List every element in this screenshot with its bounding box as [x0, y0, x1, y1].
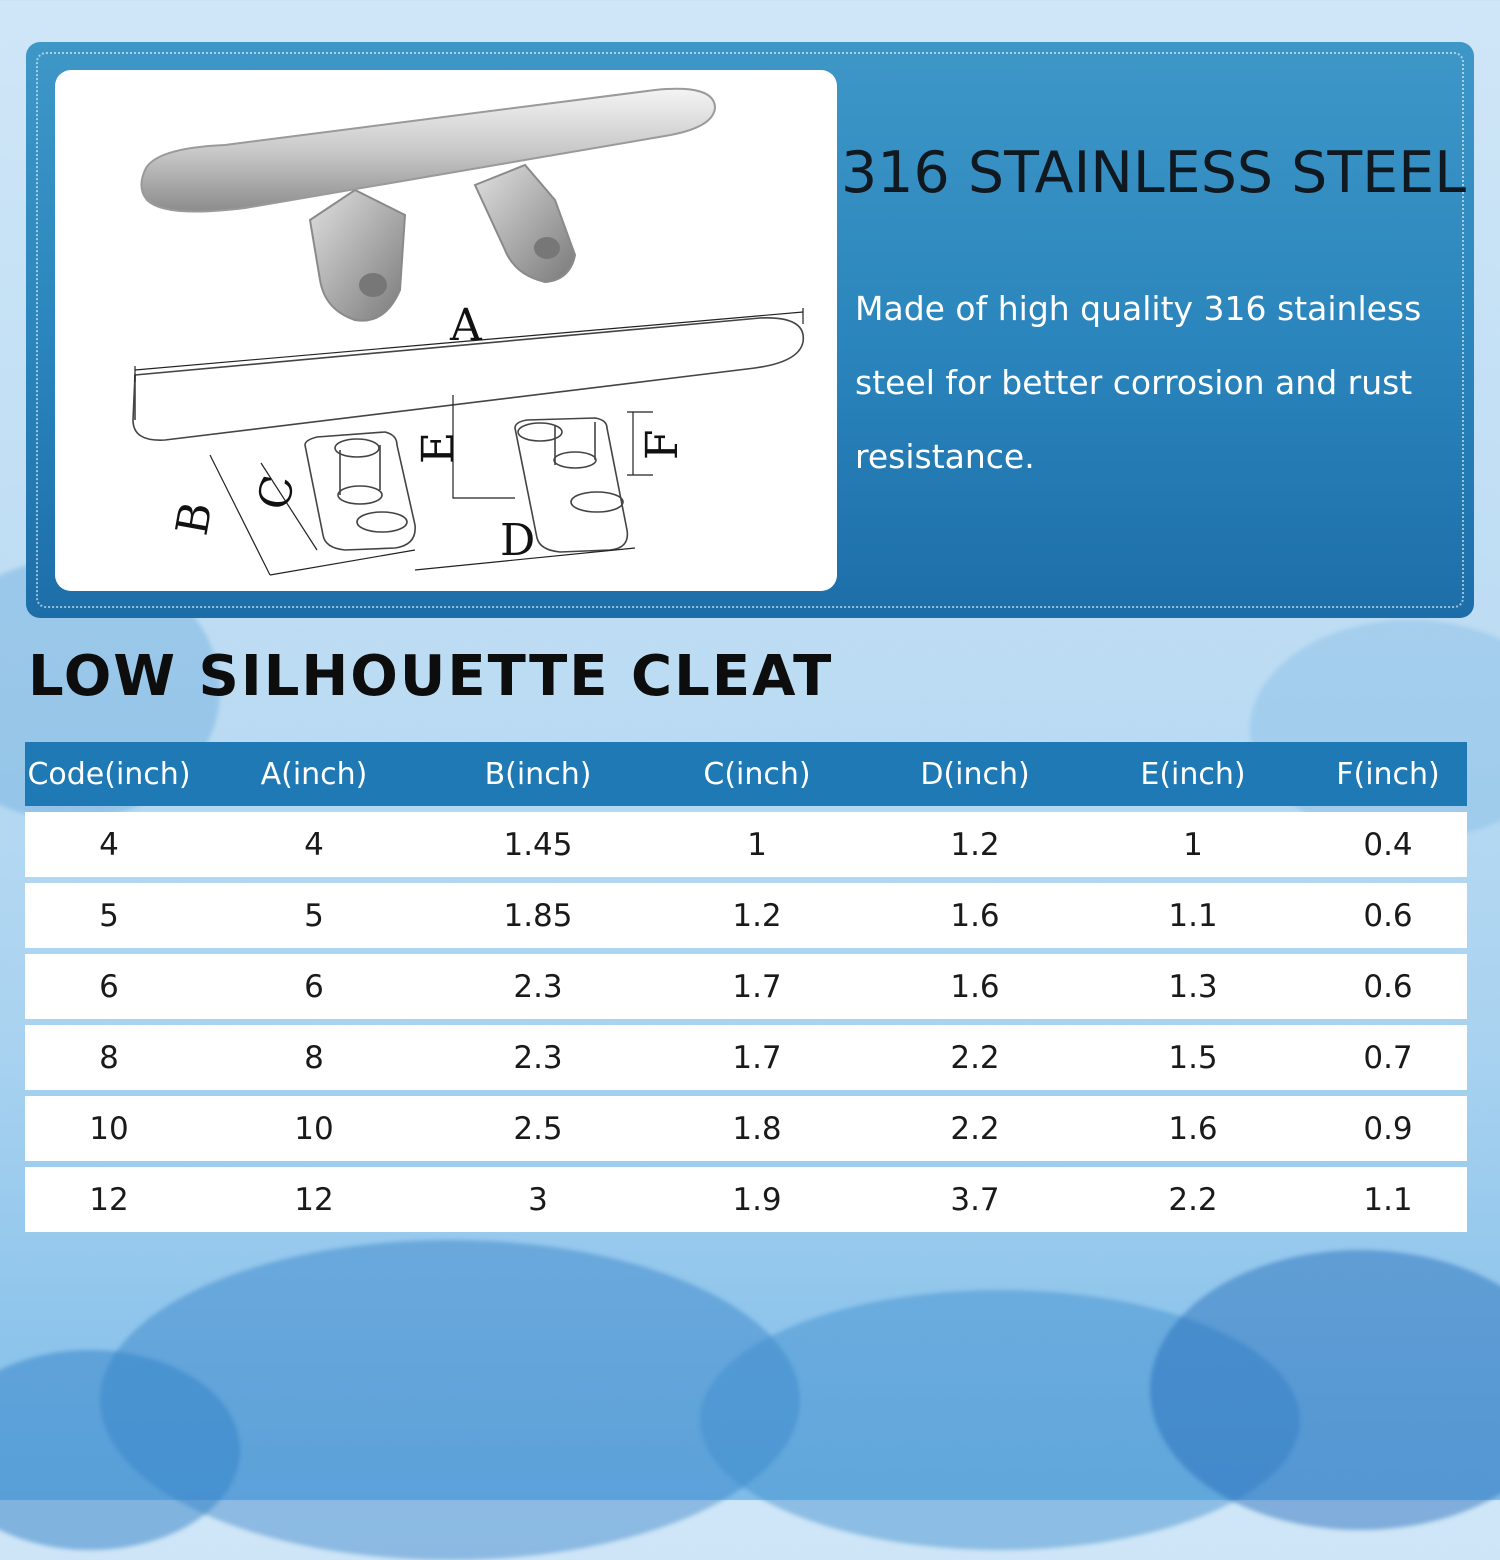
- table-row: [25, 954, 1467, 1019]
- header-b: B(inch): [435, 742, 641, 806]
- table-header-row: [25, 742, 1467, 806]
- table-row: [25, 1096, 1467, 1161]
- table-cell: 10: [193, 1096, 435, 1161]
- table-cell: 4: [193, 812, 435, 877]
- table-cell: 1: [641, 812, 873, 877]
- dimension-label-f: F: [637, 429, 688, 460]
- table-cell: 0.6: [1309, 954, 1467, 1019]
- table-cell: 1.1: [1077, 883, 1309, 948]
- table-cell: 5: [193, 883, 435, 948]
- table-cell: 2.2: [873, 1096, 1077, 1161]
- table-cell: 8: [193, 1025, 435, 1090]
- table-cell: 1.6: [873, 883, 1077, 948]
- table-row: [25, 812, 1467, 877]
- table-cell: 2.2: [873, 1025, 1077, 1090]
- header-code: Code(inch): [25, 742, 193, 806]
- table-cell: 0.7: [1309, 1025, 1467, 1090]
- table-cell: 1.2: [873, 812, 1077, 877]
- table-cell: 10: [25, 1096, 193, 1161]
- feature-banner: [26, 42, 1474, 618]
- table-cell: 1.45: [435, 812, 641, 877]
- table-cell: 5: [25, 883, 193, 948]
- header-a: A(inch): [193, 742, 435, 806]
- table-cell: 1.6: [873, 954, 1077, 1019]
- table-cell: 8: [25, 1025, 193, 1090]
- section-title: LOW SILHOUETTE CLEAT: [28, 644, 834, 709]
- table-cell: 1.5: [1077, 1025, 1309, 1090]
- dimension-label-d: D: [500, 515, 536, 566]
- header-c: C(inch): [641, 742, 873, 806]
- table-row: [25, 1025, 1467, 1090]
- header-e: E(inch): [1077, 742, 1309, 806]
- table-cell: 3.7: [873, 1167, 1077, 1232]
- table-cell: 1: [1077, 812, 1309, 877]
- cleat-diagram: [55, 70, 837, 591]
- table-cell: 2.3: [435, 1025, 641, 1090]
- table-cell: 0.4: [1309, 812, 1467, 877]
- table-cell: 6: [25, 954, 193, 1019]
- table-cell: 1.9: [641, 1167, 873, 1232]
- table-cell: 0.9: [1309, 1096, 1467, 1161]
- table-cell: 2.2: [1077, 1167, 1309, 1232]
- table-cell: 0.6: [1309, 883, 1467, 948]
- table-cell: 12: [25, 1167, 193, 1232]
- table-cell: 2.5: [435, 1096, 641, 1161]
- table-cell: 2.3: [435, 954, 641, 1019]
- size-spec-table: [25, 736, 1467, 1238]
- header-d: D(inch): [873, 742, 1077, 806]
- dimension-label-c: C: [248, 471, 305, 514]
- dimension-label-e: E: [413, 431, 464, 464]
- product-diagram-card: [55, 70, 837, 591]
- table-cell: 1.2: [641, 883, 873, 948]
- table-cell: 1.7: [641, 954, 873, 1019]
- dimension-label-b: B: [166, 498, 223, 540]
- table-cell: 4: [25, 812, 193, 877]
- table-cell: 6: [193, 954, 435, 1019]
- cleat-line-drawing: [133, 318, 803, 552]
- table-cell: 12: [193, 1167, 435, 1232]
- table-cell: 1.85: [435, 883, 641, 948]
- table-cell: 1.8: [641, 1096, 873, 1161]
- table-row: [25, 883, 1467, 948]
- table-cell: 1.6: [1077, 1096, 1309, 1161]
- table-row: [25, 1167, 1467, 1232]
- cleat-photo: [141, 89, 715, 321]
- table-cell: 1.7: [641, 1025, 873, 1090]
- table-cell: 1.1: [1309, 1167, 1467, 1232]
- header-f: F(inch): [1309, 742, 1467, 806]
- material-description: Made of high quality 316 stainless steel for better corrosion and rust resistance.: [855, 289, 1422, 476]
- dimension-label-a: A: [450, 300, 482, 351]
- table-cell: 3: [435, 1167, 641, 1232]
- material-headline: 316 STAINLESS STEEL: [841, 140, 1466, 206]
- table-cell: 1.3: [1077, 954, 1309, 1019]
